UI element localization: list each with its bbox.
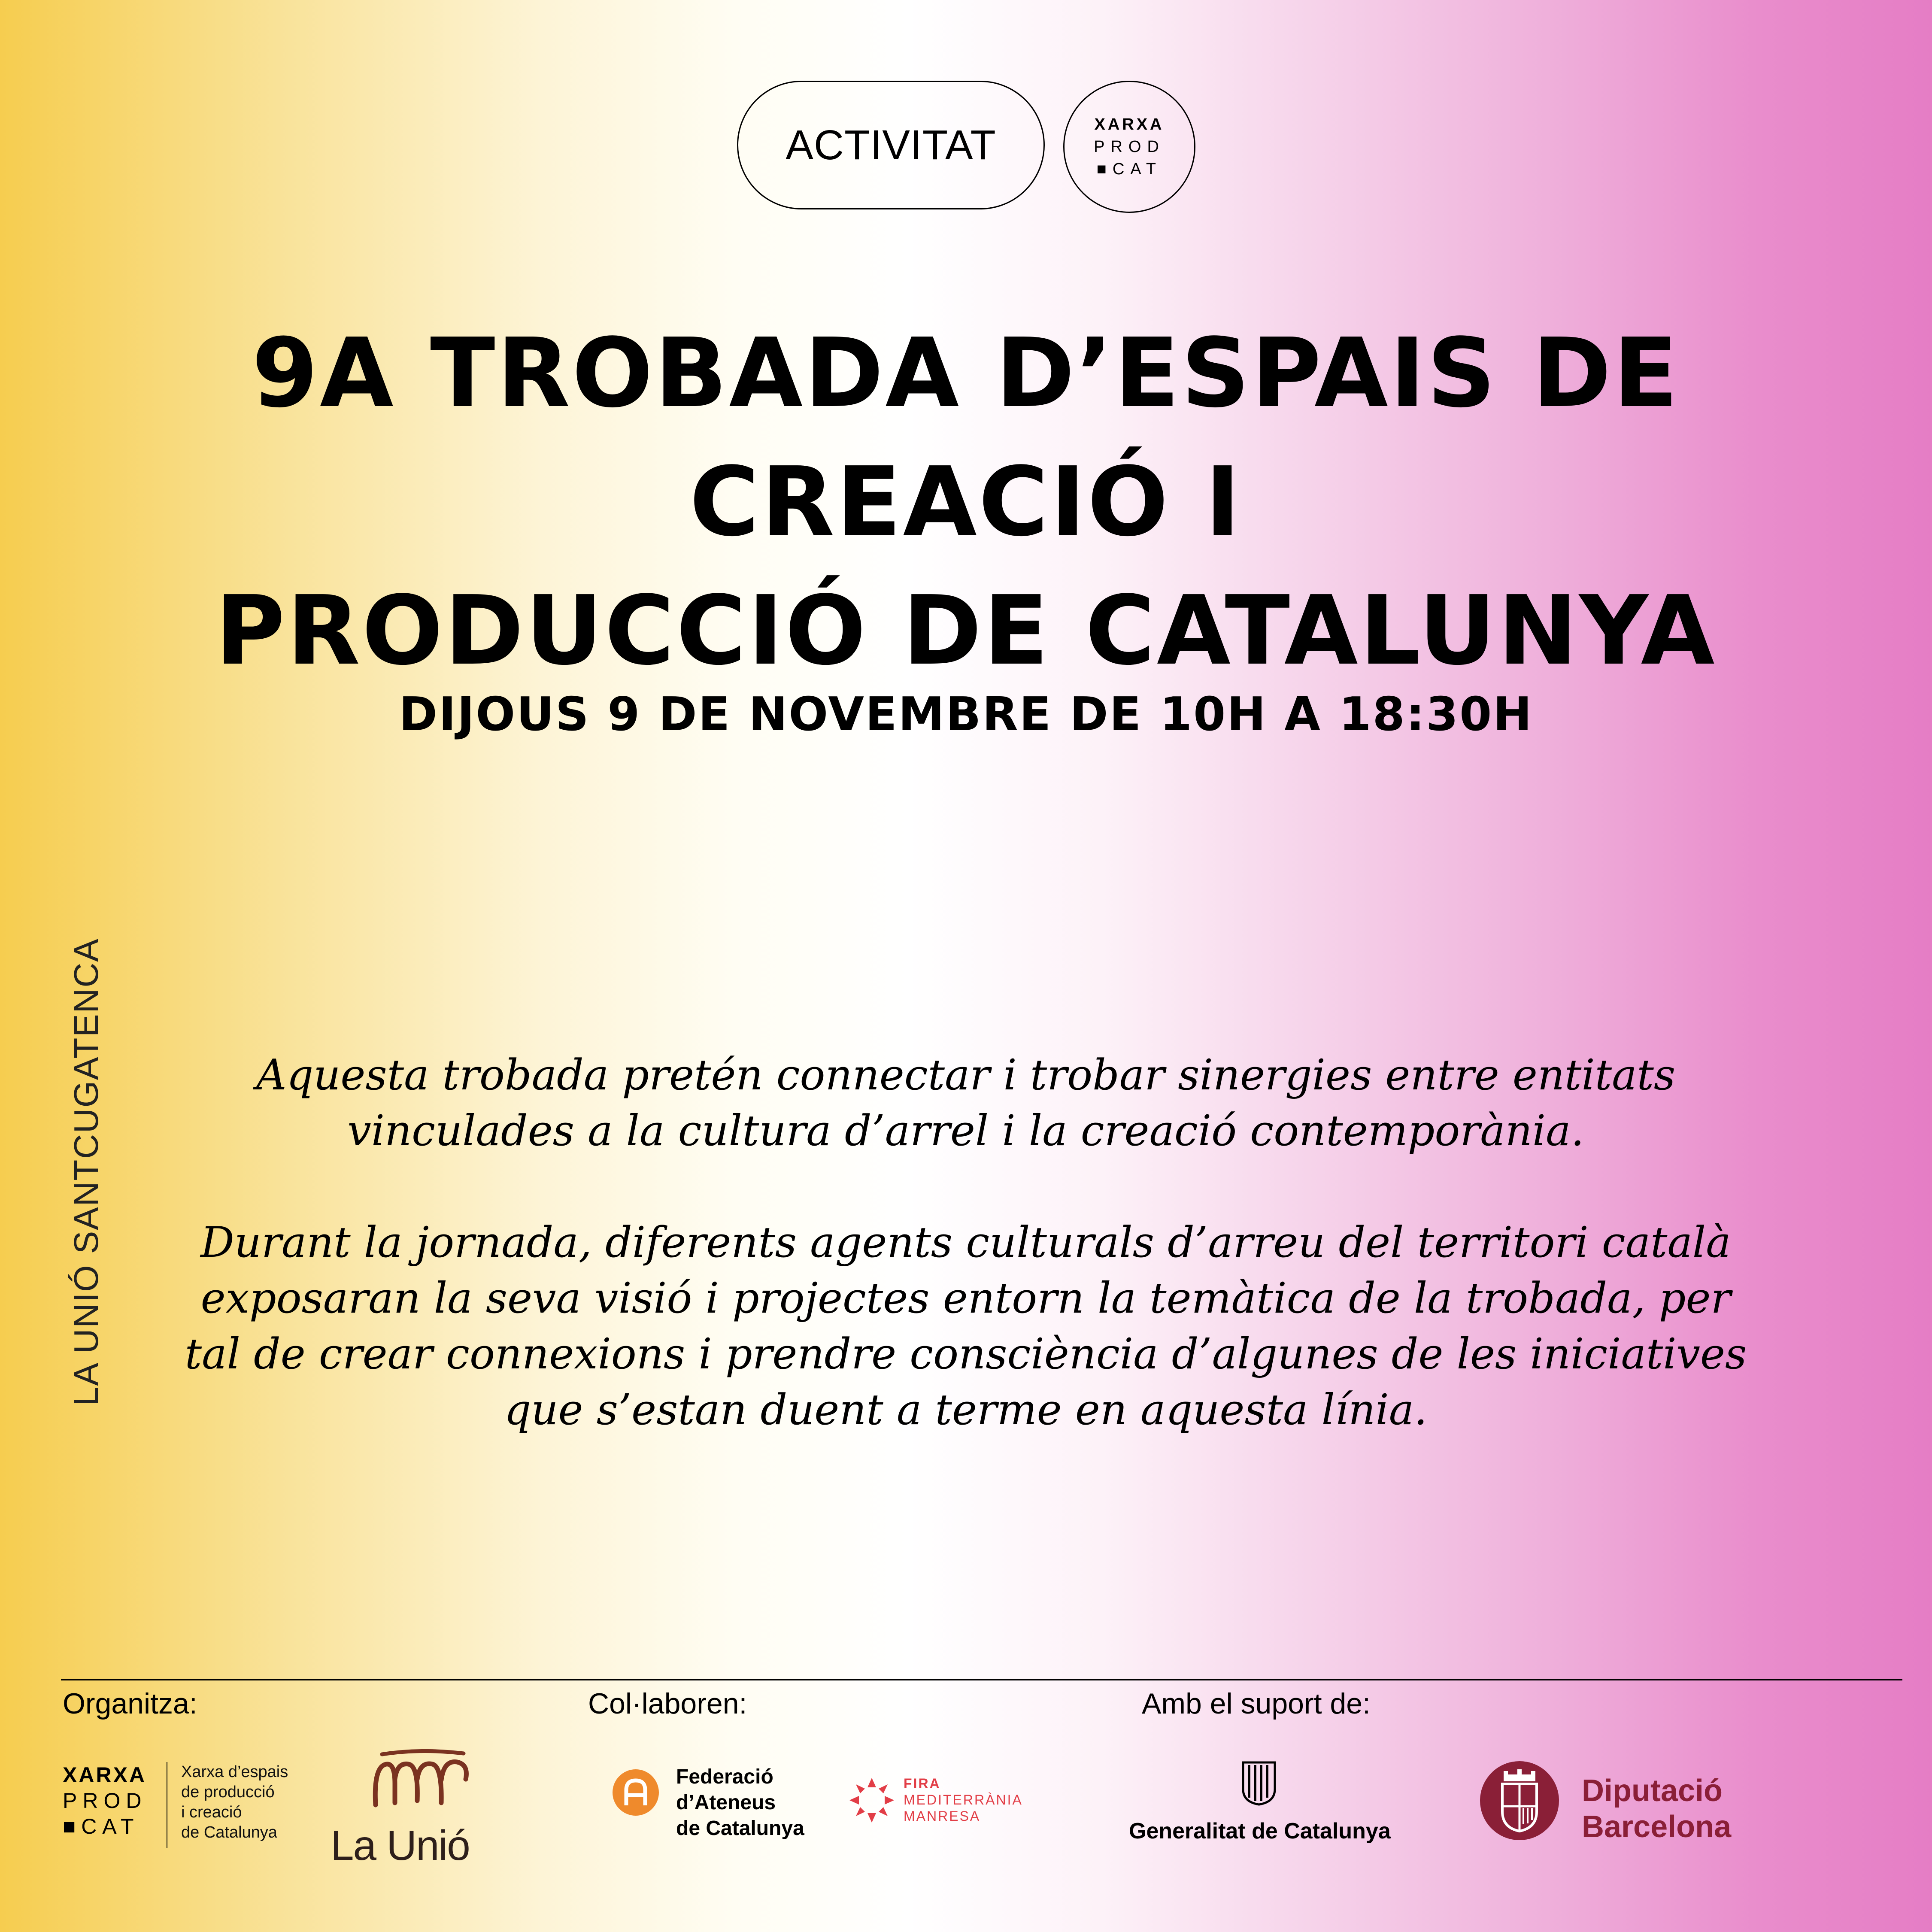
logo-line-1: XARXA: [1094, 115, 1165, 133]
fira-line-3: MANRESA: [904, 1808, 981, 1824]
ateneus-a-icon: [612, 1768, 660, 1817]
diputacio-barcelona-logo: [1479, 1760, 1753, 1846]
xarxa-prod-cat-circle-logo: [1063, 81, 1195, 213]
diputacio-line-1: Diputació: [1582, 1774, 1723, 1808]
logo-line-3: ■CAT: [1096, 160, 1162, 178]
venue-name: LA UNIÓ SANTCUGATENCA: [67, 938, 105, 1406]
fira-line-2: MEDITERRÀNIA: [904, 1792, 1023, 1808]
suport-label: Amb el suport de:: [1142, 1687, 1371, 1720]
launio-wave-icon: [369, 1749, 472, 1822]
generalitat-shield-icon: [1240, 1759, 1278, 1806]
event-date: DIJOUS 9 DE NOVEMBRE DE 10H A 18:30H: [399, 688, 1533, 741]
fira-star-icon: [848, 1776, 896, 1824]
activity-label: ACTIVITAT: [786, 121, 996, 168]
xpc-mark-line-3: ■CAT: [63, 1814, 140, 1838]
fira-text: [904, 1775, 1023, 1824]
description-paragraph-1: Aquesta trobada pretén connectar i trobar sinergies entre entitats vinculades a la cultura d’arrel i la creació contemporània.: [256, 1051, 1676, 1156]
xpc-mark-line-1: XARXA: [63, 1763, 147, 1787]
xpc-desc-line-2: de producció: [181, 1783, 275, 1801]
fira-mediterrania-logo: [848, 1772, 1045, 1836]
federacio-line-2: d’Ateneus: [676, 1791, 776, 1814]
generalitat-logo: [1120, 1759, 1408, 1853]
title-line-2: PRODUCCIÓ DE CATALUNYA: [215, 576, 1717, 686]
event-title: [64, 309, 1867, 695]
xpc-desc-line-3: i creació: [181, 1803, 242, 1821]
xpc-mark: [63, 1762, 147, 1839]
xpc-desc-line-1: Xarxa d’espais: [181, 1763, 288, 1781]
xpc-description: [181, 1762, 288, 1843]
federacio-text: [676, 1764, 804, 1841]
organitza-label: Organitza:: [63, 1687, 197, 1720]
fira-line-1: FIRA: [904, 1776, 941, 1791]
event-description: [185, 1047, 1747, 1438]
description-paragraph-2: Durant la jornada, diferents agents culturals d’arreu del territori català exposaran la seva visió i projectes entorn la temàtica de la trobada, per tal de crear connexions i prendre consciència d’algunes de les iniciatives que s’estan duent a terme en aquesta línia.: [185, 1218, 1747, 1435]
diputacio-crest-icon: [1479, 1760, 1560, 1841]
collaboren-label: Col·laboren:: [588, 1687, 747, 1720]
logo-line-2: PROD: [1094, 138, 1165, 156]
generalitat-text: Generalitat de Catalunya: [1129, 1819, 1391, 1844]
diputacio-text: [1582, 1773, 1731, 1845]
la-unio-logo: [326, 1749, 476, 1869]
footer-divider: [61, 1679, 1902, 1680]
xpc-mark-line-2: PROD: [63, 1789, 147, 1813]
diputacio-line-2: Barcelona: [1582, 1810, 1732, 1844]
launio-text: La Unió: [331, 1822, 470, 1869]
xpc-desc-line-4: de Catalunya: [181, 1823, 277, 1841]
federacio-line-3: de Catalunya: [676, 1817, 804, 1840]
federacio-ateneus-logo: [612, 1764, 835, 1846]
title-line-1: 9A TROBADA D’ESPAIS DE CREACIÓ I: [252, 318, 1680, 558]
federacio-line-1: Federació: [676, 1765, 773, 1788]
xarxa-prod-cat-logo: [63, 1762, 303, 1856]
activity-pill: [737, 81, 1045, 209]
